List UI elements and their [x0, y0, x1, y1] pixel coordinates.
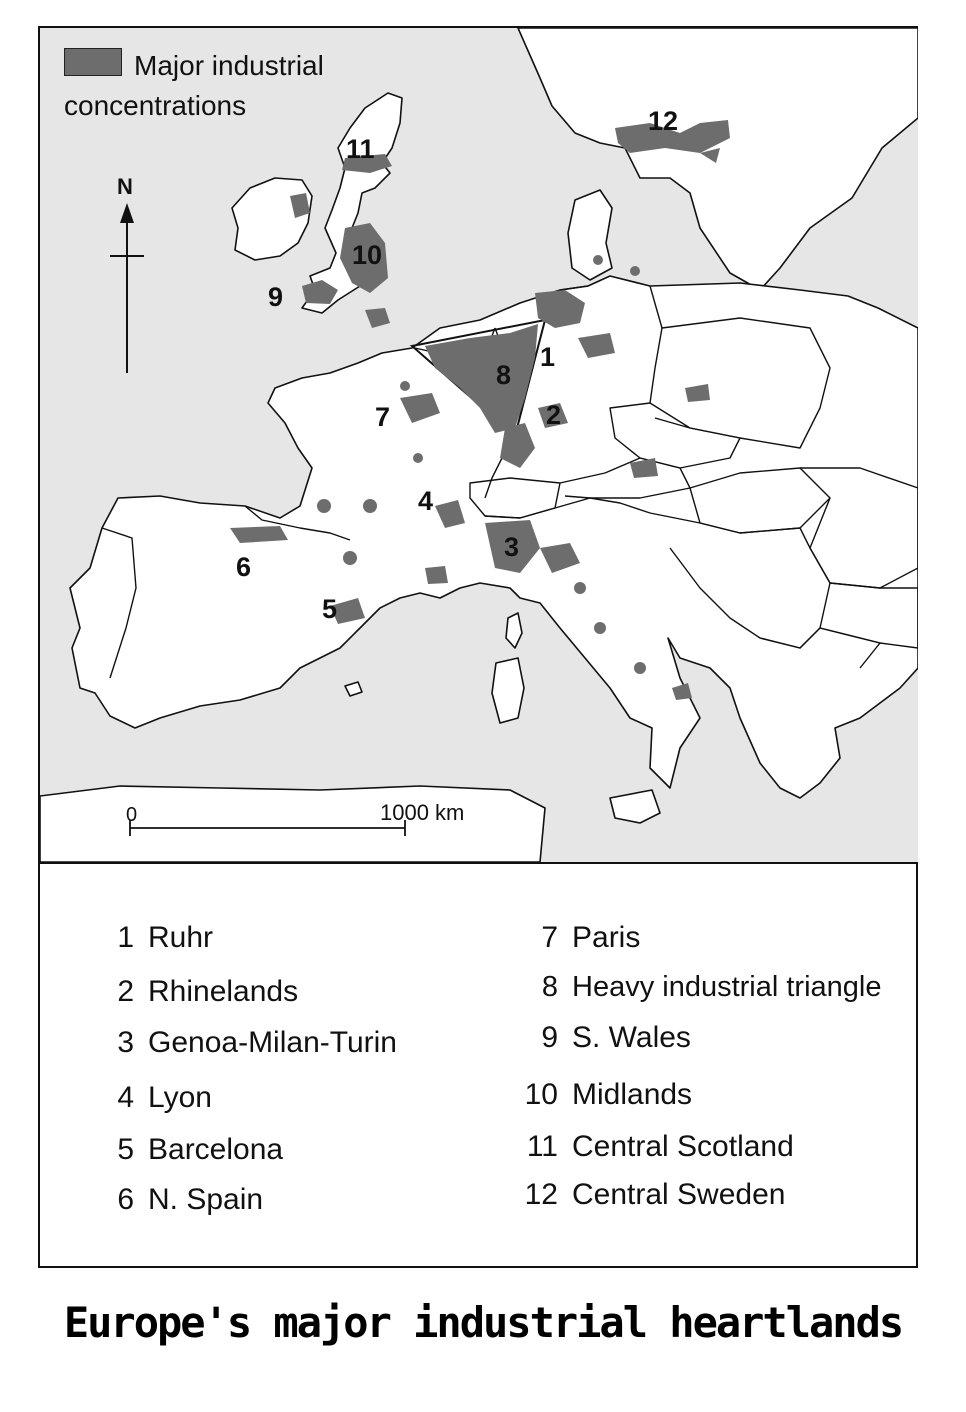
map-label-12: 12	[648, 106, 679, 136]
land-denmark	[568, 190, 612, 280]
key-row	[112, 1185, 263, 1215]
key-row	[112, 923, 213, 953]
land-sardinia	[492, 658, 524, 723]
key-row	[518, 1080, 692, 1110]
region-dot	[594, 622, 606, 634]
key-number: 5	[117, 1133, 134, 1166]
key-name: S. Wales	[572, 1021, 691, 1054]
north-label: N	[117, 174, 133, 199]
key-number: 4	[117, 1081, 134, 1114]
key-number: 2	[117, 975, 134, 1008]
map-label-2: 2	[546, 400, 562, 430]
region-dot	[634, 662, 646, 674]
key-number: 1	[117, 921, 134, 954]
map-label-11: 11	[346, 134, 375, 164]
key-row	[518, 923, 640, 953]
key-row	[518, 1023, 691, 1053]
key-row	[112, 977, 298, 1007]
map-label-4: 4	[418, 486, 434, 516]
region-dot	[400, 381, 410, 391]
land-north-africa	[40, 786, 545, 862]
europe-map	[40, 28, 918, 862]
region-dot	[413, 453, 423, 463]
key-row	[112, 1028, 397, 1058]
region-dot	[363, 499, 377, 513]
map-label-10: 10	[352, 240, 383, 270]
map-label-1: 1	[540, 342, 556, 372]
map-label-6: 6	[236, 552, 252, 582]
key-name: Central Scotland	[572, 1130, 794, 1163]
key-name: Lyon	[148, 1081, 212, 1114]
scale-end-label: 1000 km	[380, 800, 465, 825]
key-number: 11	[526, 1130, 558, 1163]
legend-label	[64, 46, 454, 126]
map-label-5: 5	[322, 594, 338, 624]
map-label-9: 9	[268, 282, 284, 312]
key-row	[112, 1083, 212, 1113]
map-frame	[38, 26, 918, 1268]
key-number: 12	[524, 1178, 558, 1211]
key-name: Midlands	[572, 1078, 693, 1111]
key-row	[518, 1180, 785, 1210]
key-row	[112, 1135, 283, 1165]
region-dot	[593, 255, 603, 265]
key-name: Barcelona	[148, 1133, 284, 1166]
map-label-8: 8	[496, 360, 512, 390]
figure-caption: Europe's major industrial heartlands	[63, 1298, 903, 1347]
region-nspain-shape	[230, 526, 288, 543]
region-dot	[317, 499, 331, 513]
key-row	[518, 973, 881, 1002]
key-row	[518, 1132, 794, 1162]
region-france-se-shape	[425, 566, 448, 584]
key-name: N. Spain	[148, 1183, 264, 1216]
key-number: 3	[117, 1026, 134, 1059]
key-name: Genoa-Milan-Turin	[148, 1026, 397, 1059]
region-dot	[574, 582, 586, 594]
region-dot	[630, 266, 640, 276]
map-label-3: 3	[504, 532, 520, 562]
key-name: Ruhr	[148, 921, 214, 954]
legend-line-2: concentrations	[64, 90, 247, 121]
key-name: Paris	[572, 921, 641, 954]
key-name: Rhinelands	[148, 975, 299, 1008]
key-name: Heavy industrial triangle	[572, 971, 882, 1003]
legend-swatch	[64, 48, 122, 76]
key-name: Central Sweden	[572, 1178, 786, 1211]
key-number: 6	[117, 1183, 134, 1216]
map-label-7: 7	[375, 402, 391, 432]
legend-line-1: Major industrial	[134, 50, 324, 81]
key-number: 10	[524, 1078, 558, 1111]
key-number: 8	[541, 971, 558, 1003]
map-key-divider	[40, 862, 918, 864]
region-dot	[343, 551, 357, 565]
key-number: 9	[541, 1021, 558, 1054]
scale-start-label: 0	[126, 804, 138, 826]
key-number: 7	[541, 921, 558, 954]
